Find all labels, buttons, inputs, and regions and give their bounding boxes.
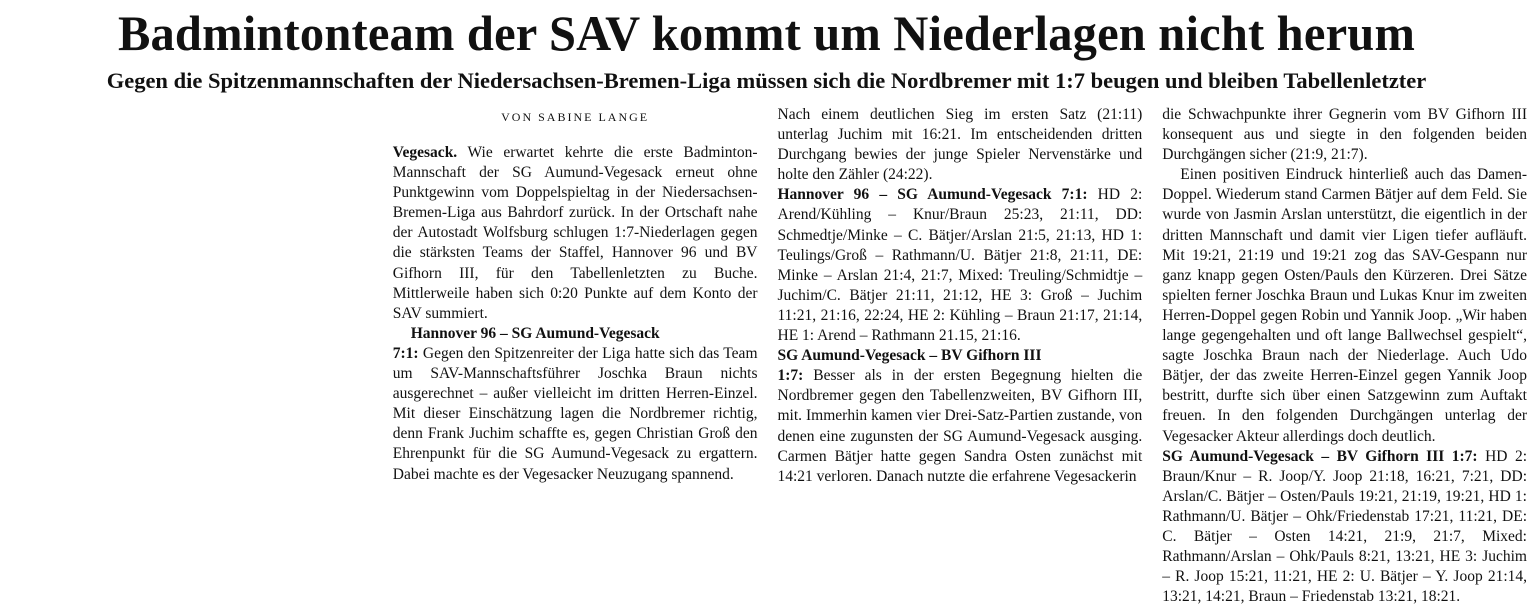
- paragraph-hannover-cont: Nach einem deutlichen Sieg im ersten Satz (21:11) unterlag Juchim mit 16:21. Im entscheidenden dritten Durchgang bewies der junge Spieler Nervenstärke und holte den Zähler (24:22).: [777, 106, 1143, 184]
- column-4: [1162, 105, 1528, 606]
- paragraph-hannover: 7:1: Gegen den Spitzenreiter der Liga hatte sich das Team um SAV-Mannschaftsführer Joschka Braun nichts ausgerechnet – außer vielleicht im dritten Herren-Einzel. Mit dieser Einschätzung lagen die Nordbremer richtig, denn Frank Juchim schaffte es, gegen Christian Groß den Ehrenpunkt für die SG Aumund-Vegesack zu ergattern. Dabei machte es der Vegesacker Neuzugang spannend.: [392, 344, 758, 483]
- section-heading-2: SG Aumund-Vegesack – BV Gifhorn III: [777, 347, 1042, 365]
- column-2: [393, 105, 758, 501]
- paragraph-gifhorn: 1:7: Besser als in der ersten Begegnung hielten die Nordbremer gegen den Tabellenzweiten, BV Gifhorn III, mit. Immerhin kamen vier Drei-Satz-Partien zustande, von denen eine zugunsten der SG Aumund-Vegesack ausging. Carmen Bätjer hatte gegen Sandra Osten zunächst mit 14:21 verloren. Danach nutzte die erfahrene Vegesackerin: [777, 367, 1143, 485]
- paragraph-damen-doppel: Einen positiven Eindruck hinterließ auch das Damen-Doppel. Wiederum stand Carmen Bätjer auf dem Feld. Sie wurde von Jasmin Arslan unterstützt, die eigentlich in der dritten Mannschaft und damit vier Ligen tiefer aufläuft. Mit 19:21, 21:19 und 19:21 zog das SAV-Gespann nur ganz knapp gegen Osten/Pauls den Kürzeren. Drei Sätze spielten ferner Joschka Braun und Lukas Knur im zweiten Herren-Doppel gegen Robin und Yannik Joop. „Wir haben lange gegengehalten und oft lange Ballwechsel gespielt“, sagte Joschka Braun nach der Niederlage. Auch Udo Bätjer, der das zweite Herren-Einzel gegen Yannik Joop bestritt, durfte sich über einen Satzgewinn zum Auftakt freuen. In den folgenden Durchgängen unterlag der Vegesacker Akteur allerdings doch deutlich.: [1162, 166, 1527, 445]
- paragraph-intro: [393, 143, 758, 324]
- paragraph-gifhorn-cont: die Schwachpunkte ihrer Gegnerin vom BV Gifhorn III konsequent aus und siegte in den folgenden beiden Durchgängen sicher (21:9, 21:7).: [1162, 106, 1527, 164]
- results-gifhorn: [1162, 447, 1527, 607]
- results-hannover-label: Hannover 96 – SG Aumund-Vegesack 7:1:: [777, 186, 1088, 204]
- results-hannover: [778, 185, 1143, 346]
- byline-cont: VON SABINE LANGE: [501, 110, 650, 124]
- dateline: Vegesack.: [392, 144, 458, 161]
- results-hannover-text: HD 2: Arend/Kühling – Knur/Braun 25:23, 21:11, DD: Schmedtje/Minke – C. Bätjer/Arslan 21:5, 21:13, HD 1: Teulings/Groß – Rathmann/U. Bätjer 21:8, 21:11, DE: Minke – Arslan 21:4, 21:7, Mixed: Treuling/Schmidtje – Juchim/C. Bätjer 21:11, 21:12, HE 3: Groß – Juchim 11:21, 21:16, 22:24, HE 2: Kühling – Braun 21:17, 21:14, HE 1: Arend – Rathmann 21.15, 21:16.: [777, 186, 1143, 345]
- column-3: [778, 105, 1143, 501]
- article-body: [8, 105, 1528, 606]
- article-subheadline: Gegen die Spitzenmannschaften der Niedersachsen-Bremen-Liga müssen sich die Nordbremer mit 1:7 beugen und bleiben Tabellenletzter: [106, 68, 1427, 93]
- results-gifhorn-text: HD 2: Braun/Knur – R. Joop/Y. Joop 21:18, 16:21, 7:21, DD: Arslan/C. Bätjer – Osten/Pauls 19:21, 21:19, 19:21, HD 1: Rathmann/U. Bätjer – Ohk/Friedenstab 17:21, 11:21, DE: C. Bätjer – Osten 14:21, 21:9, 21:7, Mixed: Rathmann/Arslan – Ohk/Pauls 8:21, 13:21, HE 3: Juchim – R. Joop 15:21, 11:21, HE 2: U. Bätjer – Y. Joop 21:14, 13:21, 14:21, Braun – Friedenstab 13:21, 18:21.: [1162, 447, 1528, 606]
- results-gifhorn-label: SG Aumund-Vegesack – BV Gifhorn III 1:7:: [1162, 447, 1478, 465]
- column-1: [8, 105, 373, 501]
- article-headline: Badmintonteam der SAV kommt um Niederlagen nicht herum: [117, 5, 1416, 61]
- section-heading-1: Hannover 96 – SG Aumund-Vegesack: [410, 324, 660, 342]
- paragraph-intro-text: Wie erwartet kehrte die erste Badminton-Mannschaft der SG Aumund-Vegesack erneut ohne Punktgewinn vom Doppelspieltag in der Niedersachsen-Bremen-Liga aus Bahrdorf zurück. In der Ortschaft nahe der Autostadt Wolfsburg schlugen 1:7-Niederlagen gegen die stärksten Teams der Staffel, Hannover 96 und BV Gifhorn III, für den Tabellenletzten zu Buche. Mittlerweile haben sich 0:20 Punkte auf dem Konto der SAV summiert.: [392, 144, 758, 322]
